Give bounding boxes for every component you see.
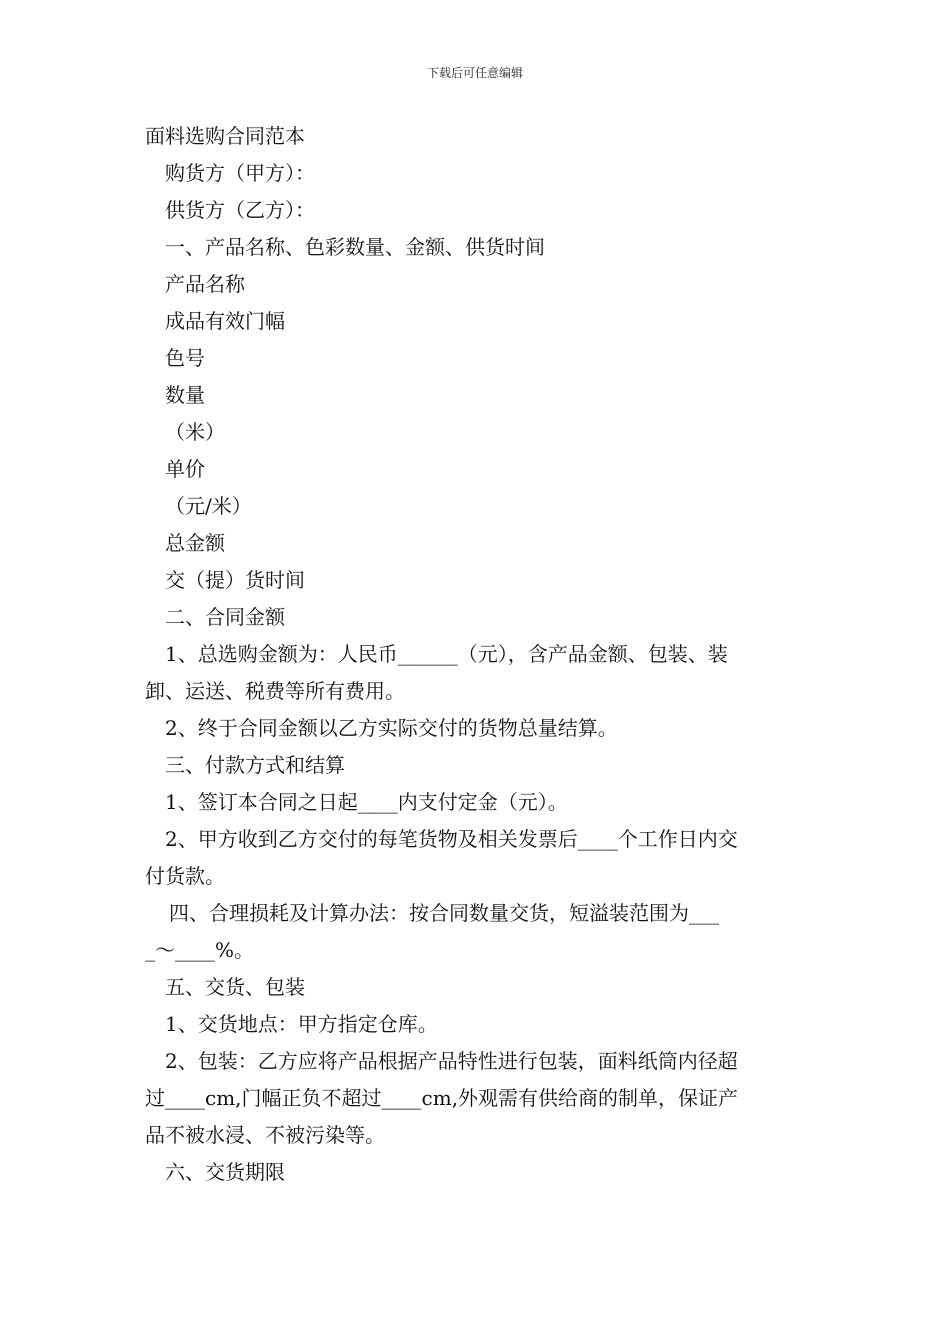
color-number-line: 色号 <box>165 346 205 370</box>
product-name-line: 产品名称 <box>165 272 245 296</box>
para-2-1-line-a: 1、总选购金额为：人民币______（元），含产品金额、包装、装 <box>165 642 728 666</box>
para-5-2-line-a: 2、包装：乙方应将产品根据产品特性进行包装，面料纸筒内径超 <box>165 1049 738 1073</box>
effective-width-line: 成品有效门幅 <box>165 309 285 333</box>
section-3-heading: 三、付款方式和结算 <box>165 753 345 777</box>
para-5-2-line-c: 品不被水浸、不被污染等。 <box>145 1123 385 1147</box>
para-3-2-line-a: 2、甲方收到乙方交付的每笔货物及相关发票后____个工作日内交 <box>165 827 738 851</box>
para-5-1: 1、交货地点：甲方指定仓库。 <box>165 1012 438 1036</box>
para-3-2-line-b: 付货款。 <box>145 864 225 888</box>
section-2-heading: 二、合同金额 <box>165 605 285 629</box>
delivery-time-line: 交（提）货时间 <box>165 568 305 592</box>
document-body <box>145 118 810 1191</box>
total-amount-line: 总金额 <box>165 531 225 555</box>
page-header-note: 下载后可任意编辑 <box>426 66 523 80</box>
section-4-line-a: 四、合理损耗及计算办法：按合同数量交货，短溢装范围为___ <box>169 901 719 925</box>
quantity-unit-line: （米） <box>165 420 225 444</box>
para-2-1-line-b: 卸、运送、税费等所有费用。 <box>145 679 405 703</box>
section-5-heading: 五、交货、包装 <box>165 975 305 999</box>
quantity-line: 数量 <box>165 383 205 407</box>
para-5-2-line-b: 过____cm,门幅正负不超过____cm,外观需有供给商的制单，保证产 <box>145 1086 739 1110</box>
document-title: 面料选购合同范本 <box>145 124 305 148</box>
section-6-heading: 六、交货期限 <box>165 1160 285 1184</box>
section-1-heading: 一、产品名称、色彩数量、金额、供货时间 <box>165 235 545 259</box>
para-3-1: 1、签订本合同之日起____内支付定金（元）。 <box>165 790 568 814</box>
section-4-line-b: _～____%。 <box>145 938 255 962</box>
buyer-line: 购货方（甲方）： <box>165 161 315 185</box>
supplier-line: 供货方（乙方）： <box>165 198 315 222</box>
unit-price-line: 单价 <box>165 457 205 481</box>
unit-price-unit-line: （元/米） <box>165 494 252 518</box>
para-2-2: 2、终于合同金额以乙方实际交付的货物总量结算。 <box>165 716 618 740</box>
